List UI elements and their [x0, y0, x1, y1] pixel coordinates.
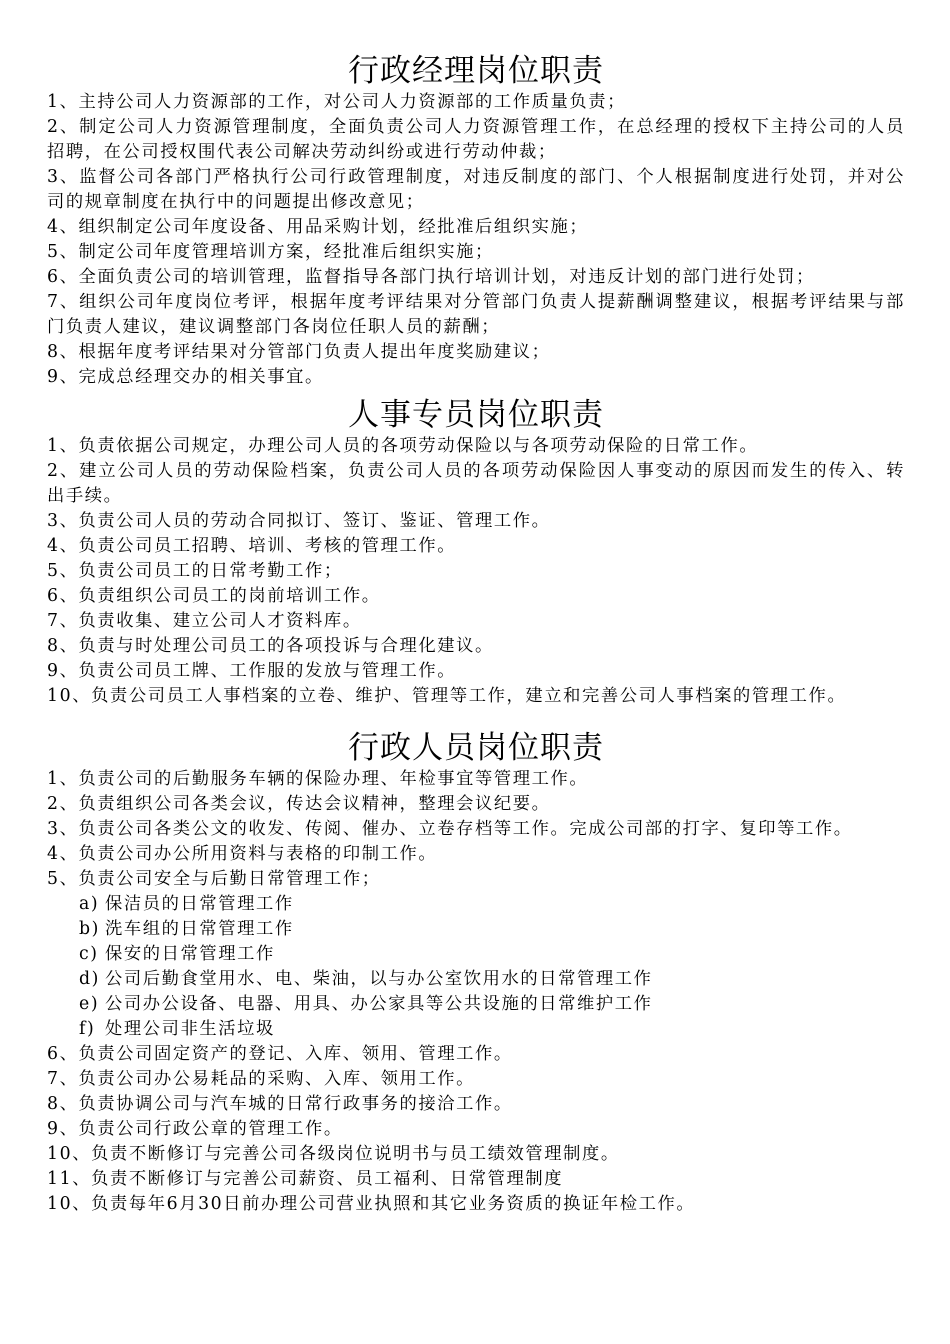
- duty-item: 6、负责组织公司员工的岗前培训工作。: [47, 586, 381, 606]
- sub-item-marker: e): [79, 994, 100, 1014]
- duty-item: 8、负责协调公司与汽车城的日常行政事务的接洽工作。: [47, 1094, 513, 1114]
- sub-item-text: 洗车组的日常管理工作: [105, 919, 294, 939]
- sub-duty-item: [79, 942, 905, 967]
- duty-item: 1、主持公司人力资源部的工作，对公司人力资源部的工作质量负责；: [47, 92, 627, 112]
- sub-item-marker: a): [79, 894, 100, 914]
- sub-item-text: 处理公司非生活垃圾: [105, 1019, 275, 1039]
- section-title: 行政经理岗位职责: [348, 53, 604, 89]
- duty-item: 7、负责公司办公易耗品的采购、入库、领用工作。: [47, 1069, 475, 1089]
- duty-item: 5、制定公司年度管理培训方案，经批准后组织实施；: [47, 242, 494, 262]
- duty-item: 3、负责公司各类公文的收发、传阅、催办、立卷存档等工作。完成公司部的打字、复印等工作。: [47, 819, 853, 839]
- duty-item: 2、建立公司人员的劳动保险档案，负责公司人员的各项劳动保险因人事变动的原因而发生的传入、转出手续。: [47, 461, 905, 506]
- duty-item: 1、负责依据公司规定，办理公司人员的各项劳动保险以与各项劳动保险的日常工作。: [47, 436, 759, 456]
- duty-list: [47, 1042, 905, 1217]
- sub-item-text: 公司后勤食堂用水、电、柴油，以与办公室饮用水的日常管理工作: [105, 969, 653, 989]
- duty-item: 3、负责公司人员的劳动合同拟订、签订、鉴证、管理工作。: [47, 511, 551, 531]
- section-admin-staff: [47, 729, 905, 1217]
- sub-item-marker: d): [79, 969, 101, 989]
- section-title: 行政人员岗位职责: [348, 730, 604, 766]
- sub-duty-item: [79, 892, 905, 917]
- sub-duty-item: [79, 1017, 905, 1042]
- duty-list: [47, 767, 905, 892]
- sub-item-text: 保安的日常管理工作: [105, 944, 275, 964]
- duty-item: 11、负责不断修订与完善公司薪资、员工福利、日常管理制度: [47, 1169, 564, 1189]
- sub-item-marker: c): [79, 944, 99, 964]
- duty-item: 4、负责公司员工招聘、培训、考核的管理工作。: [47, 536, 457, 556]
- duty-item: 7、组织公司年度岗位考评，根据年度考评结果对分管部门负责人提薪酬调整建议，根据考评结果与部门负责人建议，建议调整部门各岗位任职人员的薪酬；: [47, 292, 905, 337]
- duty-item: 9、负责公司员工牌、工作服的发放与管理工作。: [47, 661, 457, 681]
- duty-item: 2、负责组织公司各类会议，传达会议精神，整理会议纪要。: [47, 794, 551, 814]
- duty-item: 5、负责公司员工的日常考勤工作；: [47, 561, 343, 581]
- duty-item: 8、根据年度考评结果对分管部门负责人提出年度奖励建议；: [47, 342, 551, 362]
- sub-duty-item: [79, 992, 905, 1017]
- duty-item: 4、组织制定公司年度设备、用品采购计划，经批准后组织实施；: [47, 217, 589, 237]
- sub-duty-item: [79, 917, 905, 942]
- duty-item: 1、负责公司的后勤服务车辆的保险办理、年检事宜等管理工作。: [47, 769, 589, 789]
- duty-item: 4、负责公司办公所用资料与表格的印制工作。: [47, 844, 438, 864]
- section-title: 人事专员岗位职责: [348, 397, 604, 433]
- duty-item: 6、全面负责公司的培训管理，监督指导各部门执行培训计划，对违反计划的部门进行处罚；: [47, 267, 815, 287]
- duty-item: 8、负责与时处理公司员工的各项投诉与合理化建议。: [47, 636, 494, 656]
- sub-item-marker: b): [79, 919, 101, 939]
- duty-item: 5、负责公司安全与后勤日常管理工作；: [47, 869, 381, 889]
- duty-item: 10、负责公司员工人事档案的立卷、维护、管理等工作，建立和完善公司人事档案的管理工作。: [47, 686, 847, 706]
- section-admin-manager: [47, 52, 905, 390]
- sub-duty-list: [47, 892, 905, 1042]
- section-hr-specialist: [47, 396, 905, 709]
- sub-item-text: 保洁员的日常管理工作: [105, 894, 294, 914]
- sub-item-text: 公司办公设备、电器、用具、办公家具等公共设施的日常维护工作: [105, 994, 653, 1014]
- duty-item: 3、监督公司各部门严格执行公司行政管理制度，对违反制度的部门、个人根据制度进行处罚，并对公司的规章制度在执行中的问题提出修改意见；: [47, 167, 905, 212]
- duty-item: 2、制定公司人力资源管理制度，全面负责公司人力资源管理工作，在总经理的授权下主持公司的人员招聘，在公司授权围代表公司解决劳动纠纷或进行劳动仲裁；: [47, 117, 905, 162]
- sub-item-marker: f): [79, 1019, 96, 1039]
- duty-item: 9、负责公司行政公章的管理工作。: [47, 1119, 343, 1139]
- duty-item: 6、负责公司固定资产的登记、入库、领用、管理工作。: [47, 1044, 513, 1064]
- duty-item: 10、负责不断修订与完善公司各级岗位说明书与员工绩效管理制度。: [47, 1144, 620, 1164]
- duty-list: [47, 434, 905, 709]
- duty-item: 10、负责每年6月30日前办理公司营业执照和其它业务资质的换证年检工作。: [47, 1194, 696, 1214]
- duty-item: 7、负责收集、建立公司人才资料库。: [47, 611, 362, 631]
- duty-item: 9、完成总经理交办的相关事宜。: [47, 367, 324, 387]
- document-page: [47, 52, 905, 1217]
- sub-duty-item: [79, 967, 905, 992]
- duty-list: [47, 90, 905, 390]
